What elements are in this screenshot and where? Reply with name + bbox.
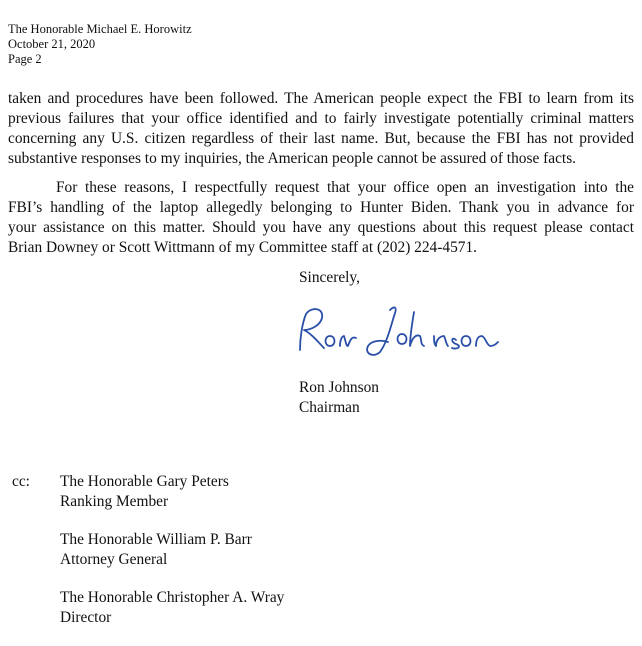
cc-recipient-name: The Honorable Gary Peters [60, 473, 229, 490]
paragraph-line: substantive responses to my inquiries, the American people cannot be assured of those facts. [8, 150, 577, 167]
paragraph-line: concerning any U.S. citizen regardless of their last name. But, because the FBI has not provided [8, 130, 634, 147]
cc-recipient-name: The Honorable Christopher A. Wray [60, 589, 285, 606]
paragraph-line: your assistance on this matter. Should you have any questions about this request please contact [8, 219, 634, 236]
paragraph-line: FBI’s handling of the laptop allegedly belonging to Hunter Biden. Thank you in advance for [8, 199, 634, 216]
paragraph-continuation [8, 89, 634, 169]
paragraph-line: For these reasons, I respectfully request that your office open an investigation into the [56, 179, 634, 196]
signer-title: Chairman [299, 399, 360, 416]
header-recipient: The Honorable Michael E. Horowitz [8, 22, 192, 36]
handwritten-signature [290, 300, 500, 360]
signer-name: Ron Johnson [299, 379, 379, 396]
cc-recipient [60, 588, 284, 628]
header-date: October 21, 2020 [8, 37, 96, 51]
header-page-number: Page 2 [8, 52, 42, 66]
paragraph-request [8, 178, 634, 258]
closing-salutation: Sincerely, [299, 269, 360, 286]
cc-recipient-title: Ranking Member [60, 493, 169, 510]
signature-strokes [300, 308, 498, 355]
paragraph-line: Brian Downey or Scott Wittmann of my Committee staff at (202) 224-4571. [8, 239, 478, 256]
cc-recipient [60, 530, 284, 570]
cc-recipient-title: Attorney General [60, 551, 168, 568]
signer-block [299, 378, 379, 418]
paragraph-line: taken and procedures have been followed. The American people expect the FBI to learn from its [8, 90, 634, 107]
cc-label: cc: [12, 473, 30, 490]
cc-recipient [60, 472, 284, 512]
cc-recipient-title: Director [60, 609, 112, 626]
paragraph-line: previous failures that your office identified and to fairly investigate potentially criminal matters [8, 110, 634, 127]
cc-recipient-name: The Honorable William P. Barr [60, 531, 252, 548]
page-header [8, 22, 192, 67]
cc-list [60, 472, 284, 646]
